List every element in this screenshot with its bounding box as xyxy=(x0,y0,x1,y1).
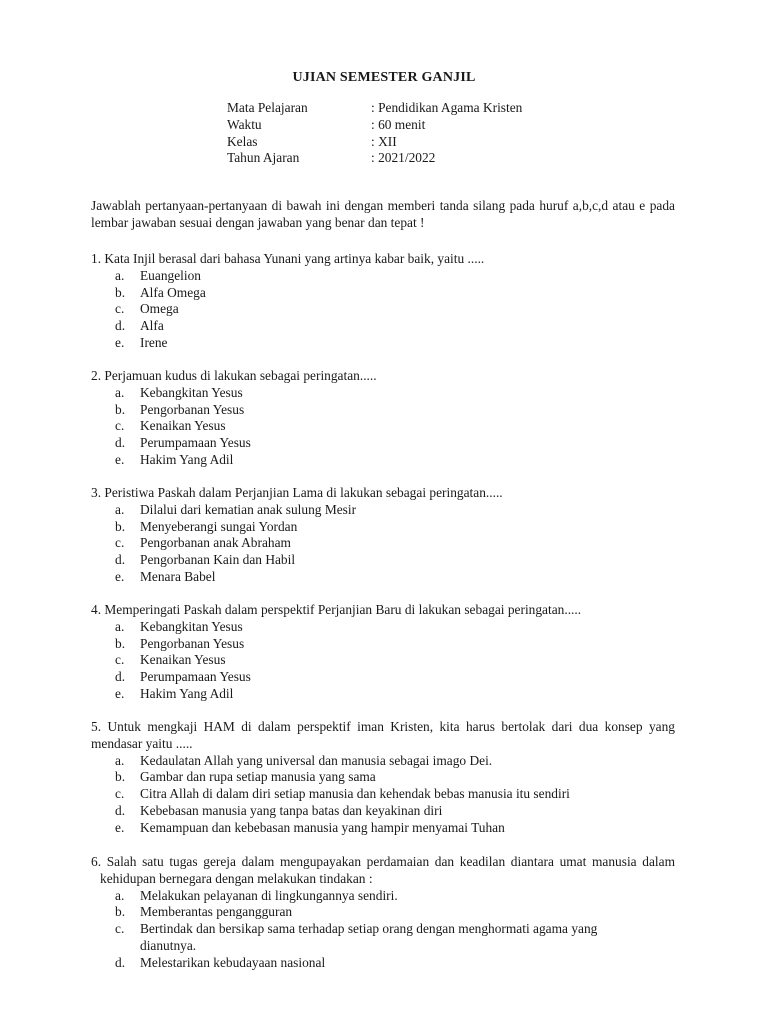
meta-value: : 2021/2022 xyxy=(371,150,436,166)
option-text: Kenaikan Yesus xyxy=(140,418,226,434)
option-b xyxy=(91,285,675,302)
option-a xyxy=(91,619,675,636)
option-letter: a. xyxy=(115,752,125,768)
option-text: Omega xyxy=(140,301,179,317)
option-text: Alfa Omega xyxy=(140,284,206,300)
option-a xyxy=(91,268,675,285)
meta-value: : 60 menit xyxy=(371,116,426,132)
option-text: Pengorbanan Yesus xyxy=(140,635,245,651)
option-text: Alfa xyxy=(140,318,164,334)
question-text: 6. Salah satu tugas gereja dalam mengupayakan perdamaian dan keadilan diantara umat manusia dalam kehidupan bernegara dengan melakukan tindakan : xyxy=(91,854,675,886)
option-c xyxy=(91,535,675,552)
option-text: Melakukan pelayanan di lingkungannya sendiri. xyxy=(140,887,398,903)
meta-label: Kelas xyxy=(227,133,258,149)
meta-label: Mata Pelajaran xyxy=(227,100,308,115)
option-letter: b. xyxy=(115,401,126,417)
option-text: Hakim Yang Adil xyxy=(140,685,234,701)
option-letter: a. xyxy=(115,618,125,634)
option-a xyxy=(91,888,675,905)
option-letter: a. xyxy=(115,384,125,400)
option-letter: d. xyxy=(115,552,126,568)
option-b xyxy=(91,904,675,921)
option-letter: b. xyxy=(115,284,126,300)
question-text: 2. Perjamuan kudus di lakukan sebagai peringatan..... xyxy=(91,368,377,383)
option-text: Citra Allah di dalam diri setiap manusia dan kehendak bebas manusia itu sendiri xyxy=(140,786,570,802)
question-1 xyxy=(91,251,675,352)
option-letter: c. xyxy=(115,535,125,551)
option-c xyxy=(91,418,675,435)
option-e xyxy=(91,820,675,837)
option-letter: d. xyxy=(115,669,126,685)
meta-row-time xyxy=(227,117,522,134)
option-letter: b. xyxy=(115,904,126,920)
option-text: Perumpamaan Yesus xyxy=(140,669,251,685)
question-text: 5. Untuk mengkaji HAM di dalam perspektif iman Kristen, kita harus bertolak dari dua konsep yang mendasar yaitu ..... xyxy=(91,719,675,751)
meta-value: : XII xyxy=(371,133,397,149)
option-letter: a. xyxy=(115,887,125,903)
option-letter: e. xyxy=(115,685,125,701)
option-a xyxy=(91,502,675,519)
option-text: Irene xyxy=(140,334,168,350)
option-text: Kebangkitan Yesus xyxy=(140,618,243,634)
question-6 xyxy=(91,854,675,972)
option-letter: b. xyxy=(115,769,126,785)
option-c xyxy=(91,921,675,955)
option-text: Melestarikan kebudayaan nasional xyxy=(140,954,326,970)
option-a xyxy=(91,385,675,402)
meta-row-class xyxy=(227,134,522,151)
option-text: Kebangkitan Yesus xyxy=(140,384,243,400)
meta-value: : Pendidikan Agama Kristen xyxy=(371,100,523,115)
option-letter: e. xyxy=(115,568,125,584)
option-text: Kedaulatan Allah yang universal dan manusia sebagai imago Dei. xyxy=(140,752,493,768)
option-d xyxy=(91,803,675,820)
option-text: Menyeberangi sungai Yordan xyxy=(140,518,298,534)
option-c xyxy=(91,786,675,803)
exam-title: UJIAN SEMESTER GANJIL xyxy=(292,70,476,85)
question-4 xyxy=(91,602,675,703)
option-letter: c. xyxy=(115,418,125,434)
option-d xyxy=(91,435,675,452)
option-text: Perumpamaan Yesus xyxy=(140,435,251,451)
question-5 xyxy=(91,719,675,837)
option-letter: e. xyxy=(115,334,125,350)
option-a xyxy=(91,753,675,770)
option-letter: d. xyxy=(115,318,126,334)
option-c xyxy=(91,652,675,669)
option-d xyxy=(91,669,675,686)
meta-row-subject xyxy=(227,100,522,117)
option-letter: c. xyxy=(115,301,125,317)
option-text: Pengorbanan Kain dan Habil xyxy=(140,552,296,568)
option-e xyxy=(91,569,675,586)
option-text: Pengorbanan Yesus xyxy=(140,401,245,417)
option-b xyxy=(91,402,675,419)
question-2 xyxy=(91,368,675,469)
question-text: 3. Peristiwa Paskah dalam Perjanjian Lama di lakukan sebagai peringatan..... xyxy=(91,485,503,500)
option-text: Dilalui dari kematian anak sulung Mesir xyxy=(140,501,357,517)
question-text: 4. Memperingati Paskah dalam perspektif Perjanjian Baru di lakukan sebagai peringatan..... xyxy=(91,602,582,617)
option-letter: a. xyxy=(115,267,125,283)
option-d xyxy=(91,552,675,569)
option-text: Euangelion xyxy=(140,267,201,283)
option-e xyxy=(91,335,675,352)
option-letter: e. xyxy=(115,819,125,835)
option-e xyxy=(91,686,675,703)
option-d xyxy=(91,955,675,972)
option-text: Bertindak dan bersikap sama terhadap setiap orang dengan menghormati agama yang dianutnya. xyxy=(140,921,598,953)
option-text: Kenaikan Yesus xyxy=(140,652,226,668)
option-letter: d. xyxy=(115,435,126,451)
question-text: 1. Kata Injil berasal dari bahasa Yunani yang artinya kabar baik, yaitu ..... xyxy=(91,251,485,266)
option-letter: d. xyxy=(115,954,126,970)
option-text: Gambar dan rupa setiap manusia yang sama xyxy=(140,769,376,785)
option-letter: c. xyxy=(115,921,125,937)
option-b xyxy=(91,769,675,786)
option-text: Kemampuan dan kebebasan manusia yang hampir menyamai Tuhan xyxy=(140,819,505,835)
option-text: Kebebasan manusia yang tanpa batas dan keyakinan diri xyxy=(140,802,443,818)
option-letter: b. xyxy=(115,518,126,534)
option-text: Pengorbanan anak Abraham xyxy=(140,535,291,551)
option-b xyxy=(91,636,675,653)
option-b xyxy=(91,519,675,536)
option-d xyxy=(91,318,675,335)
option-letter: c. xyxy=(115,786,125,802)
option-c xyxy=(91,301,675,318)
meta-label: Waktu xyxy=(227,116,262,132)
option-letter: c. xyxy=(115,652,125,668)
option-letter: a. xyxy=(115,501,125,517)
option-letter: e. xyxy=(115,451,125,467)
meta-label: Tahun Ajaran xyxy=(227,150,300,166)
option-letter: b. xyxy=(115,635,126,651)
option-e xyxy=(91,452,675,469)
option-text: Hakim Yang Adil xyxy=(140,451,234,467)
meta-row-year xyxy=(227,150,522,167)
question-3 xyxy=(91,485,675,586)
exam-meta xyxy=(227,100,522,167)
instructions-text: Jawablah pertanyaan-pertanyaan di bawah ini dengan memberi tanda silang pada huruf a,b,c,d atau e pada lembar jawaban sesuai dengan jawaban yang benar dan tepat ! xyxy=(91,198,675,230)
option-text: Memberantas pengangguran xyxy=(140,904,293,920)
option-letter: d. xyxy=(115,802,126,818)
option-text: Menara Babel xyxy=(140,568,216,584)
